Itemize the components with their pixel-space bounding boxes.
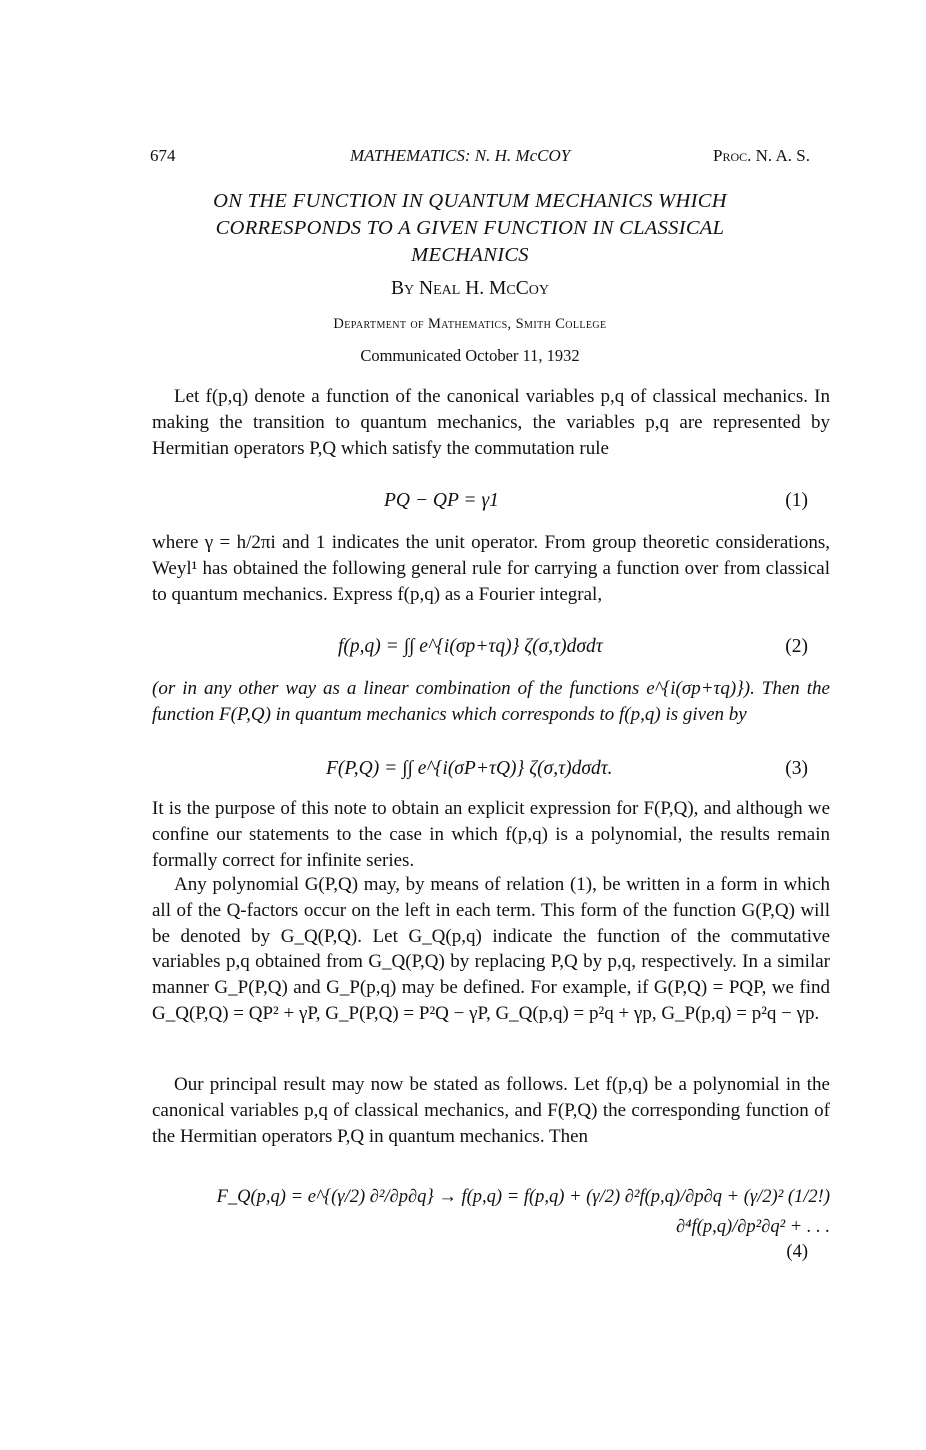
paragraph-2: where γ = h/2πi and 1 indicates the unit operator. From group theoretic considerations, Weyl¹ has obtained the following general rule for carrying a function over from classical to quantum mechanics. Express f(p,q) as a Fourier integral, (152, 532, 830, 605)
equation-3-body: F(P,Q) = ∫∫ e^{i(σP+τQ)} ζ(σ,τ)dσdτ. (326, 758, 613, 779)
author-byline: By Neal H. McCoy (391, 278, 549, 299)
title-line: MECHANICS (411, 244, 529, 266)
equation-2 (152, 636, 830, 664)
communicated-date: Communicated October 11, 1932 (360, 346, 580, 365)
paper-title (130, 188, 810, 269)
paragraph-4: It is the purpose of this note to obtain an explicit expression for F(P,Q), and although we confine our statements to the case in which f(p,q) is a polynomial, the results remain formally correct for infinite series. (152, 798, 830, 871)
affiliation: Department of Mathematics, Smith College (333, 316, 607, 332)
page-number: 674 (150, 146, 176, 165)
equation-1-body: PQ − QP = γ1 (384, 490, 499, 511)
equation-4 (152, 1182, 830, 1262)
equation-1 (152, 490, 830, 518)
equation-2-body: f(p,q) = ∫∫ e^{i(σp+τq)} ζ(σ,τ)dσdτ (338, 636, 603, 657)
paragraph-3: (or in any other way as a linear combination of the functions e^{i(σp+τq)}). Then the function F(P,Q) in quantum mechanics which corresponds to f(p,q) is given by (152, 678, 830, 725)
journal-name: Proc. N. A. S. (713, 146, 810, 165)
title-line: ON THE FUNCTION IN QUANTUM MECHANICS WHICH (213, 190, 727, 212)
paragraph-6: Our principal result may now be stated as follows. Let f(p,q) be a polynomial in the canonical variables p,q of classical mechanics, and F(P,Q) the corresponding function of the Hermitian operators P,Q in quantum mechanics. Then (152, 1074, 830, 1147)
running-title: MATHEMATICS: N. H. McCOY (350, 146, 571, 165)
paragraph-1: Let f(p,q) denote a function of the canonical variables p,q of classical mechanics. In making the transition to quantum mechanics, the variables p,q are represented by Hermitian operators P,Q which satisfy the commutation rule (152, 386, 830, 459)
equation-4-number: (4) (786, 1242, 808, 1262)
equation-4-body: F_Q(p,q) = e^{(γ/2) ∂²/∂p∂q} → f(p,q) = f(p,q) + (γ/2) ∂²f(p,q)/∂p∂q + (γ/2)² (1/2!) ∂⁴f(p,q)/∂p²∂q² + . . . (216, 1187, 830, 1237)
equation-3 (152, 758, 830, 786)
equation-1-number: (1) (785, 490, 808, 511)
equation-2-number: (2) (785, 636, 808, 657)
title-line: CORRESPONDS TO A GIVEN FUNCTION IN CLASSICAL (215, 217, 725, 239)
equation-3-number: (3) (785, 758, 808, 779)
paragraph-5: Any polynomial G(P,Q) may, by means of relation (1), be written in a form in which all of the Q-factors occur on the left in each term. This form of the function G(P,Q) will be denoted by G_Q(P,Q). Let G_Q(p,q) indicate the function of the commutative variables p,q obtained from G_Q(P,Q) by replacing P,Q by p,q, respectively. In a similar manner G_P(P,Q) and G_P(p,q) may be defined. For example, if G(P,Q) = PQP, we find G_Q(P,Q) = QP² + γP, G_P(P,Q) = P²Q − γP, G_Q(p,q) = p²q + γp, G_P(p,q) = p²q − γp. (152, 874, 830, 1024)
